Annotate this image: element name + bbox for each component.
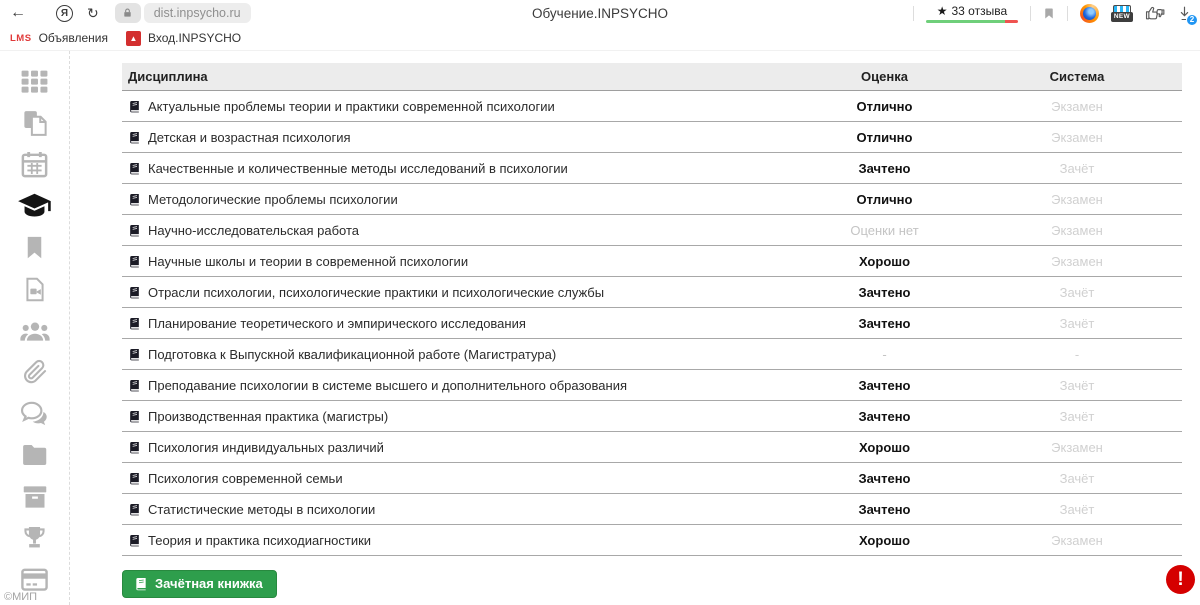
system-value: Зачёт	[1059, 284, 1095, 300]
downloads-icon[interactable]	[1177, 5, 1195, 24]
bookmark-flag-icon[interactable]	[1043, 6, 1055, 21]
gradebook-button-label: Зачётная книжка	[155, 576, 263, 591]
grade-value: Отлично	[856, 129, 913, 145]
grade-value: Зачтено	[858, 408, 911, 424]
divider	[1030, 6, 1031, 21]
discipline-name: Качественные и количественные методы исследований в психологии	[148, 160, 568, 176]
grade-value: Хорошо	[858, 253, 911, 269]
star-icon: ★	[936, 3, 948, 18]
book-icon	[128, 441, 141, 454]
site-security-lock-icon[interactable]	[115, 3, 141, 23]
table-row[interactable]	[122, 308, 1182, 339]
url-text: dist.inpsycho.ru	[153, 6, 241, 20]
sidebar-item-paperclip[interactable]	[0, 352, 69, 394]
trophy-icon	[20, 524, 49, 553]
grade-value: Зачтено	[858, 160, 911, 176]
discipline-name: Преподавание психологии в системе высшего и дополнительного образования	[148, 377, 627, 393]
system-value: Зачёт	[1059, 377, 1095, 393]
table-row[interactable]	[122, 153, 1182, 184]
discipline-name: Детская и возрастная психология	[148, 129, 351, 145]
gradebook-button[interactable]	[122, 570, 277, 598]
grades-table-body	[122, 91, 1182, 556]
refresh-icon[interactable]: ↻	[87, 4, 99, 21]
table-row[interactable]	[122, 401, 1182, 432]
book-icon	[134, 577, 148, 591]
sidebar-item-chat[interactable]	[0, 393, 69, 435]
alert-notification-icon[interactable]: !	[1166, 565, 1195, 594]
discipline-name: Актуальные проблемы теории и практики современной психологии	[148, 98, 555, 114]
new-releases-icon[interactable]	[1111, 5, 1133, 22]
book-icon	[128, 379, 141, 392]
book-icon	[128, 131, 141, 144]
discipline-name: Теория и практика психодиагностики	[148, 532, 372, 548]
bookmark-label: Объявления	[38, 31, 108, 45]
bookmark-icon	[21, 234, 48, 261]
discipline-name: Подготовка к Выпускной квалификационной работе (Магистратура)	[148, 346, 557, 362]
book-icon	[128, 162, 141, 175]
book-icon	[128, 224, 141, 237]
book-icon	[128, 100, 141, 113]
table-row[interactable]	[122, 215, 1182, 246]
book-icon	[128, 410, 141, 423]
discipline-name: Психология индивидуальных различий	[148, 439, 384, 455]
table-row[interactable]	[122, 494, 1182, 525]
discipline-name: Планирование теоретического и эмпирического исследования	[148, 315, 526, 331]
yandex-browser-icon[interactable]: Я	[56, 5, 73, 22]
table-row[interactable]	[122, 122, 1182, 153]
archive-icon	[20, 483, 50, 511]
table-row[interactable]	[122, 432, 1182, 463]
header-discipline: Дисциплина	[128, 69, 208, 84]
table-row[interactable]	[122, 339, 1182, 370]
marquee-shape	[1113, 5, 1131, 12]
sidebar-item-archive[interactable]	[0, 476, 69, 518]
card-icon	[19, 566, 50, 594]
system-value: -	[1074, 346, 1080, 362]
calendar-icon	[19, 149, 50, 180]
system-value: Зачёт	[1059, 501, 1095, 517]
book-icon	[128, 348, 141, 361]
bookmarks-bar	[0, 26, 1200, 51]
system-value: Экзамен	[1051, 129, 1103, 145]
discipline-name: Научно-исследовательская работа	[148, 222, 360, 238]
header-grade: Оценка	[861, 69, 908, 84]
grade-value: Зачтено	[858, 470, 911, 486]
table-row[interactable]	[122, 246, 1182, 277]
sidebar-item-trophy[interactable]	[0, 518, 69, 560]
grade-value: -	[882, 346, 887, 362]
bookmark-lms-announcements[interactable]	[10, 31, 108, 45]
discipline-name: Методологические проблемы психологии	[148, 191, 398, 207]
system-value: Зачёт	[1059, 160, 1095, 176]
address-bar[interactable]	[144, 3, 251, 23]
bookmark-login-inpsycho[interactable]	[126, 31, 241, 46]
table-header	[122, 63, 1182, 91]
folder-icon	[20, 441, 50, 469]
grade-value: Зачтено	[858, 315, 911, 331]
grade-value: Хорошо	[858, 439, 911, 455]
system-value: Зачёт	[1059, 408, 1095, 424]
table-row[interactable]	[122, 184, 1182, 215]
grade-value: Отлично	[856, 191, 913, 207]
divider	[1067, 6, 1068, 21]
grid-icon	[19, 66, 50, 97]
video-file-icon	[21, 275, 49, 304]
grade-value: Отлично	[856, 98, 913, 114]
discipline-name: Научные школы и теории в современной психологии	[148, 253, 469, 269]
page-title: Обучение.INPSYCHO	[532, 5, 668, 21]
users-icon	[18, 317, 52, 345]
book-icon	[128, 317, 141, 330]
reviews-widget[interactable]	[926, 4, 1018, 23]
sidebar-item-graduation-cap[interactable]	[0, 186, 69, 228]
system-value: Экзамен	[1051, 532, 1103, 548]
main-area	[0, 51, 1200, 605]
grade-value: Зачтено	[858, 284, 911, 300]
book-icon	[128, 503, 141, 516]
downloads-count-badge: 2	[1186, 14, 1198, 26]
sidebar-item-video-file[interactable]	[0, 269, 69, 311]
browser-actions	[913, 0, 1195, 26]
reviews-rating-bar	[926, 20, 1018, 23]
sidebar-item-folder[interactable]	[0, 435, 69, 477]
sidebar	[0, 51, 70, 605]
new-badge-label: NEW	[1111, 12, 1133, 22]
divider	[913, 6, 914, 21]
chat-icon	[19, 400, 50, 428]
discipline-name: Производственная практика (магистры)	[148, 408, 389, 424]
grade-value: Зачтено	[858, 501, 911, 517]
back-icon[interactable]: ←	[10, 4, 26, 21]
mip-favicon-icon: ▲	[126, 31, 141, 46]
book-icon	[128, 472, 141, 485]
sidebar-item-documents[interactable]	[0, 103, 69, 145]
copyright-label: ©МИП	[4, 591, 38, 603]
sidebar-item-users[interactable]	[0, 310, 69, 352]
discipline-name: Психология современной семьи	[148, 470, 343, 486]
system-value: Экзамен	[1051, 191, 1103, 207]
system-value: Экзамен	[1051, 253, 1103, 269]
lms-logo-icon: LMS	[10, 32, 32, 44]
discipline-name: Статистические методы в психологии	[148, 501, 376, 517]
system-value: Зачёт	[1059, 315, 1095, 331]
grade-value: Хорошо	[858, 532, 911, 548]
extension-globe-icon[interactable]	[1080, 4, 1099, 23]
bookmark-label: Вход.INPSYCHO	[147, 31, 242, 45]
table-row[interactable]	[122, 370, 1182, 401]
table-row[interactable]	[122, 525, 1182, 556]
discipline-name: Отрасли психологии, психологические практики и психологические службы	[148, 284, 605, 300]
grade-value: Оценки нет	[850, 222, 919, 238]
system-value: Экзамен	[1051, 439, 1103, 455]
reviews-count-label: 33 отзыва	[951, 3, 1008, 18]
paperclip-icon	[21, 358, 49, 386]
table-row[interactable]	[122, 91, 1182, 122]
book-icon	[128, 286, 141, 299]
header-system: Система	[1049, 69, 1105, 84]
graduation-cap-icon	[16, 191, 53, 221]
book-icon	[128, 193, 141, 206]
book-icon	[128, 534, 141, 547]
grade-value: Зачтено	[858, 377, 911, 393]
sidebar-item-grid[interactable]	[0, 61, 69, 103]
book-icon	[128, 255, 141, 268]
documents-icon	[20, 108, 50, 138]
content-area	[70, 51, 1200, 605]
sidebar-item-calendar[interactable]	[0, 144, 69, 186]
system-value: Экзамен	[1051, 222, 1103, 238]
system-value: Экзамен	[1051, 98, 1103, 114]
system-value: Зачёт	[1059, 470, 1095, 486]
table-row[interactable]	[122, 463, 1182, 494]
browser-toolbar	[0, 0, 1200, 26]
sidebar-item-bookmark[interactable]	[0, 227, 69, 269]
reactions-thumbs-icon[interactable]	[1145, 4, 1165, 22]
table-row[interactable]	[122, 277, 1182, 308]
